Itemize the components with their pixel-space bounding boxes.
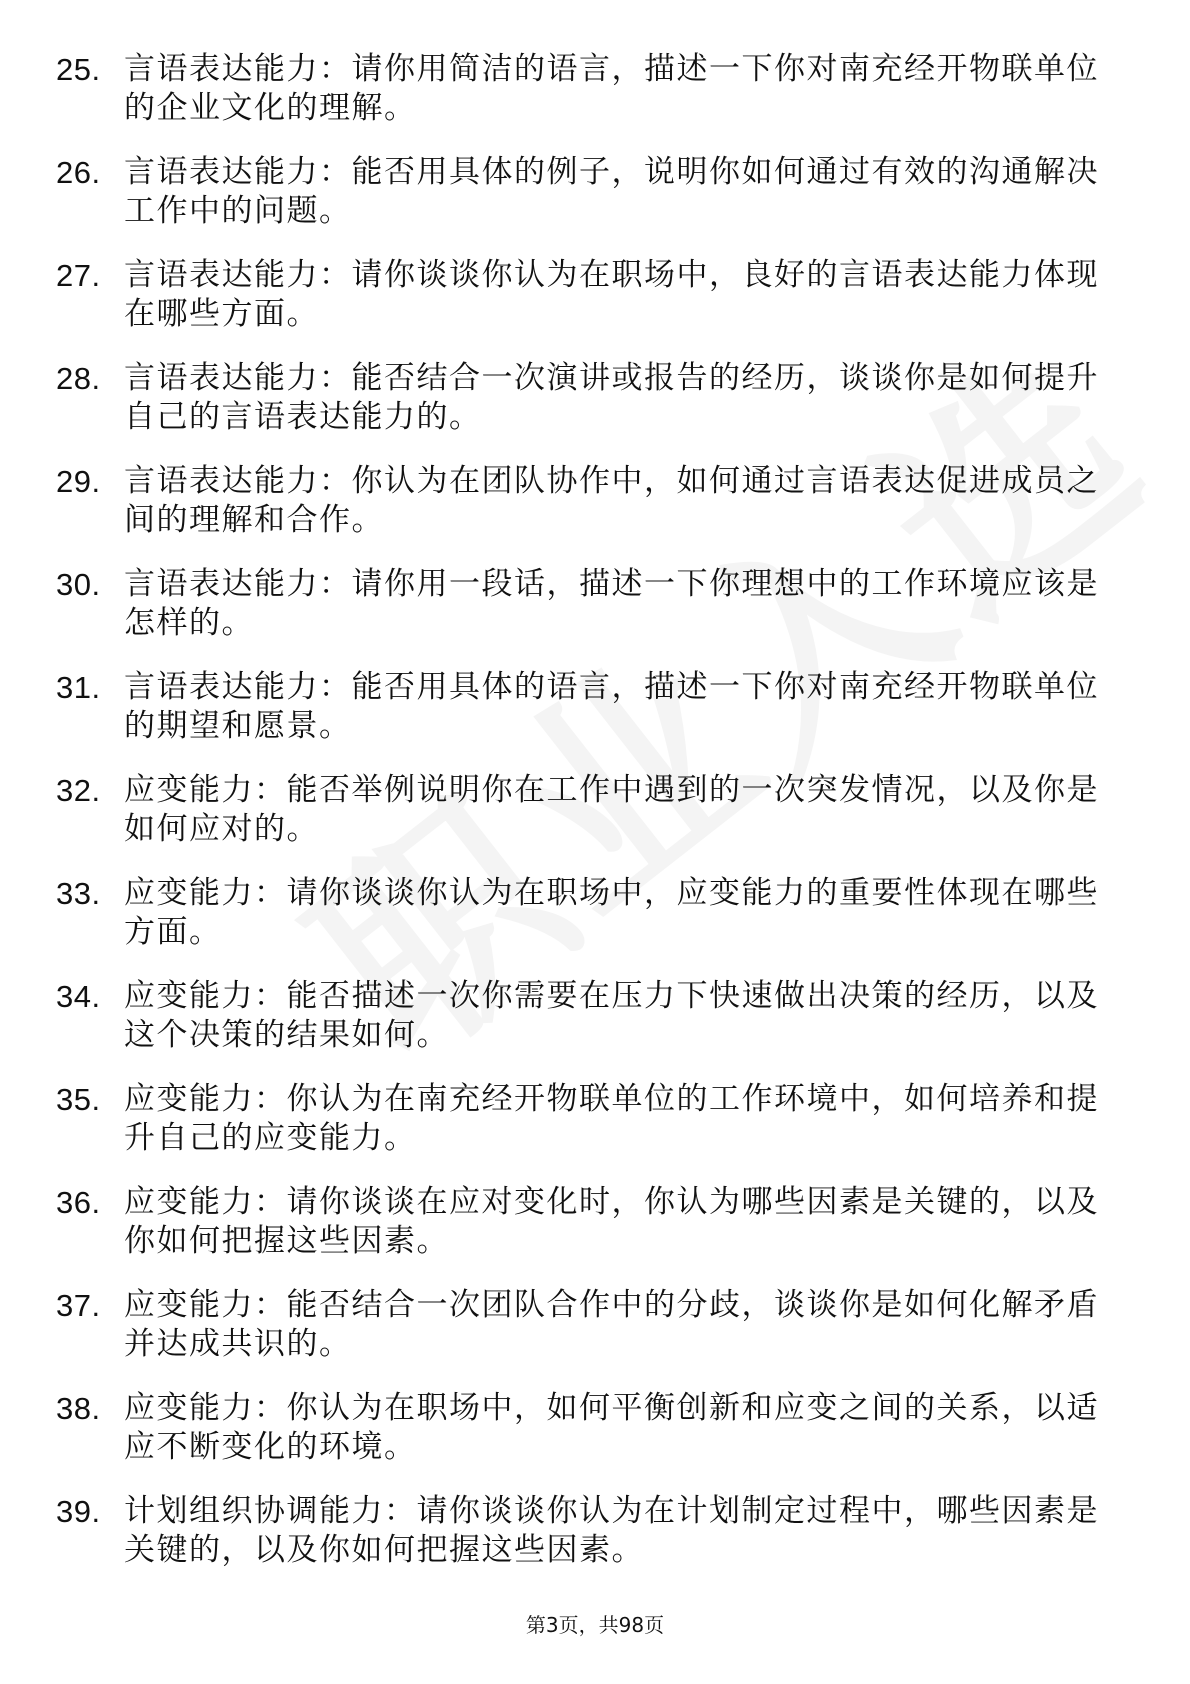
question-text: 应变能力：你认为在职场中，如何平衡创新和应变之间的关系，以适应不断变化的环境。	[124, 1390, 1099, 1465]
list-item	[56, 668, 1116, 746]
question-text: 计划组织协调能力：请你谈谈你认为在计划制定过程中，哪些因素是关键的，以及你如何把握这些因素。	[124, 1493, 1099, 1568]
list-item	[56, 462, 1116, 540]
list-item	[56, 1183, 1116, 1261]
question-text: 言语表达能力：请你用简洁的语言，描述一下你对南充经开物联单位的企业文化的理解。	[124, 51, 1099, 126]
list-item	[56, 50, 1116, 128]
list-item	[56, 256, 1116, 334]
list-item	[56, 1492, 1116, 1570]
list-item	[56, 565, 1116, 643]
question-text: 言语表达能力：你认为在团队协作中，如何通过言语表达促进成员之间的理解和合作。	[124, 463, 1099, 538]
list-item	[56, 874, 1116, 952]
question-number: 33.	[56, 876, 101, 911]
question-number: 38.	[56, 1391, 101, 1426]
question-text: 应变能力：能否举例说明你在工作中遇到的一次突发情况，以及你是如何应对的。	[124, 772, 1099, 847]
question-number: 36.	[56, 1185, 101, 1220]
question-number: 28.	[56, 361, 101, 396]
list-item	[56, 977, 1116, 1055]
question-text: 言语表达能力：能否用具体的例子，说明你如何通过有效的沟通解决工作中的问题。	[124, 154, 1099, 229]
question-text: 言语表达能力：请你谈谈你认为在职场中，良好的言语表达能力体现在哪些方面。	[124, 257, 1099, 332]
question-text: 应变能力：能否描述一次你需要在压力下快速做出决策的经历，以及这个决策的结果如何。	[124, 978, 1099, 1053]
list-item	[56, 1080, 1116, 1158]
question-text: 言语表达能力：请你用一段话，描述一下你理想中的工作环境应该是怎样的。	[124, 566, 1099, 641]
page-number-label: 第3页，共98页	[525, 1613, 665, 1637]
question-number: 34.	[56, 979, 101, 1014]
page-footer	[0, 1612, 1190, 1638]
question-text: 应变能力：请你谈谈你认为在职场中，应变能力的重要性体现在哪些方面。	[124, 875, 1099, 950]
list-item	[56, 1389, 1116, 1467]
question-text: 应变能力：你认为在南充经开物联单位的工作环境中，如何培养和提升自己的应变能力。	[124, 1081, 1099, 1156]
question-number: 39.	[56, 1494, 101, 1529]
question-text: 应变能力：能否结合一次团队合作中的分歧，谈谈你是如何化解矛盾并达成共识的。	[124, 1287, 1099, 1362]
question-number: 25.	[56, 52, 101, 87]
question-list	[56, 50, 1116, 1595]
question-text: 言语表达能力：能否用具体的语言，描述一下你对南充经开物联单位的期望和愿景。	[124, 669, 1099, 744]
list-item	[56, 359, 1116, 437]
question-text: 应变能力：请你谈谈在应对变化时，你认为哪些因素是关键的，以及你如何把握这些因素。	[124, 1184, 1099, 1259]
list-item	[56, 771, 1116, 849]
question-number: 32.	[56, 773, 101, 808]
question-number: 29.	[56, 464, 101, 499]
list-item	[56, 153, 1116, 231]
question-number: 26.	[56, 155, 101, 190]
question-number: 30.	[56, 567, 101, 602]
question-number: 27.	[56, 258, 101, 293]
question-text: 言语表达能力：能否结合一次演讲或报告的经历，谈谈你是如何提升自己的言语表达能力的。	[124, 360, 1099, 435]
question-number: 31.	[56, 670, 101, 705]
question-number: 37.	[56, 1288, 101, 1323]
question-number: 35.	[56, 1082, 101, 1117]
list-item	[56, 1286, 1116, 1364]
